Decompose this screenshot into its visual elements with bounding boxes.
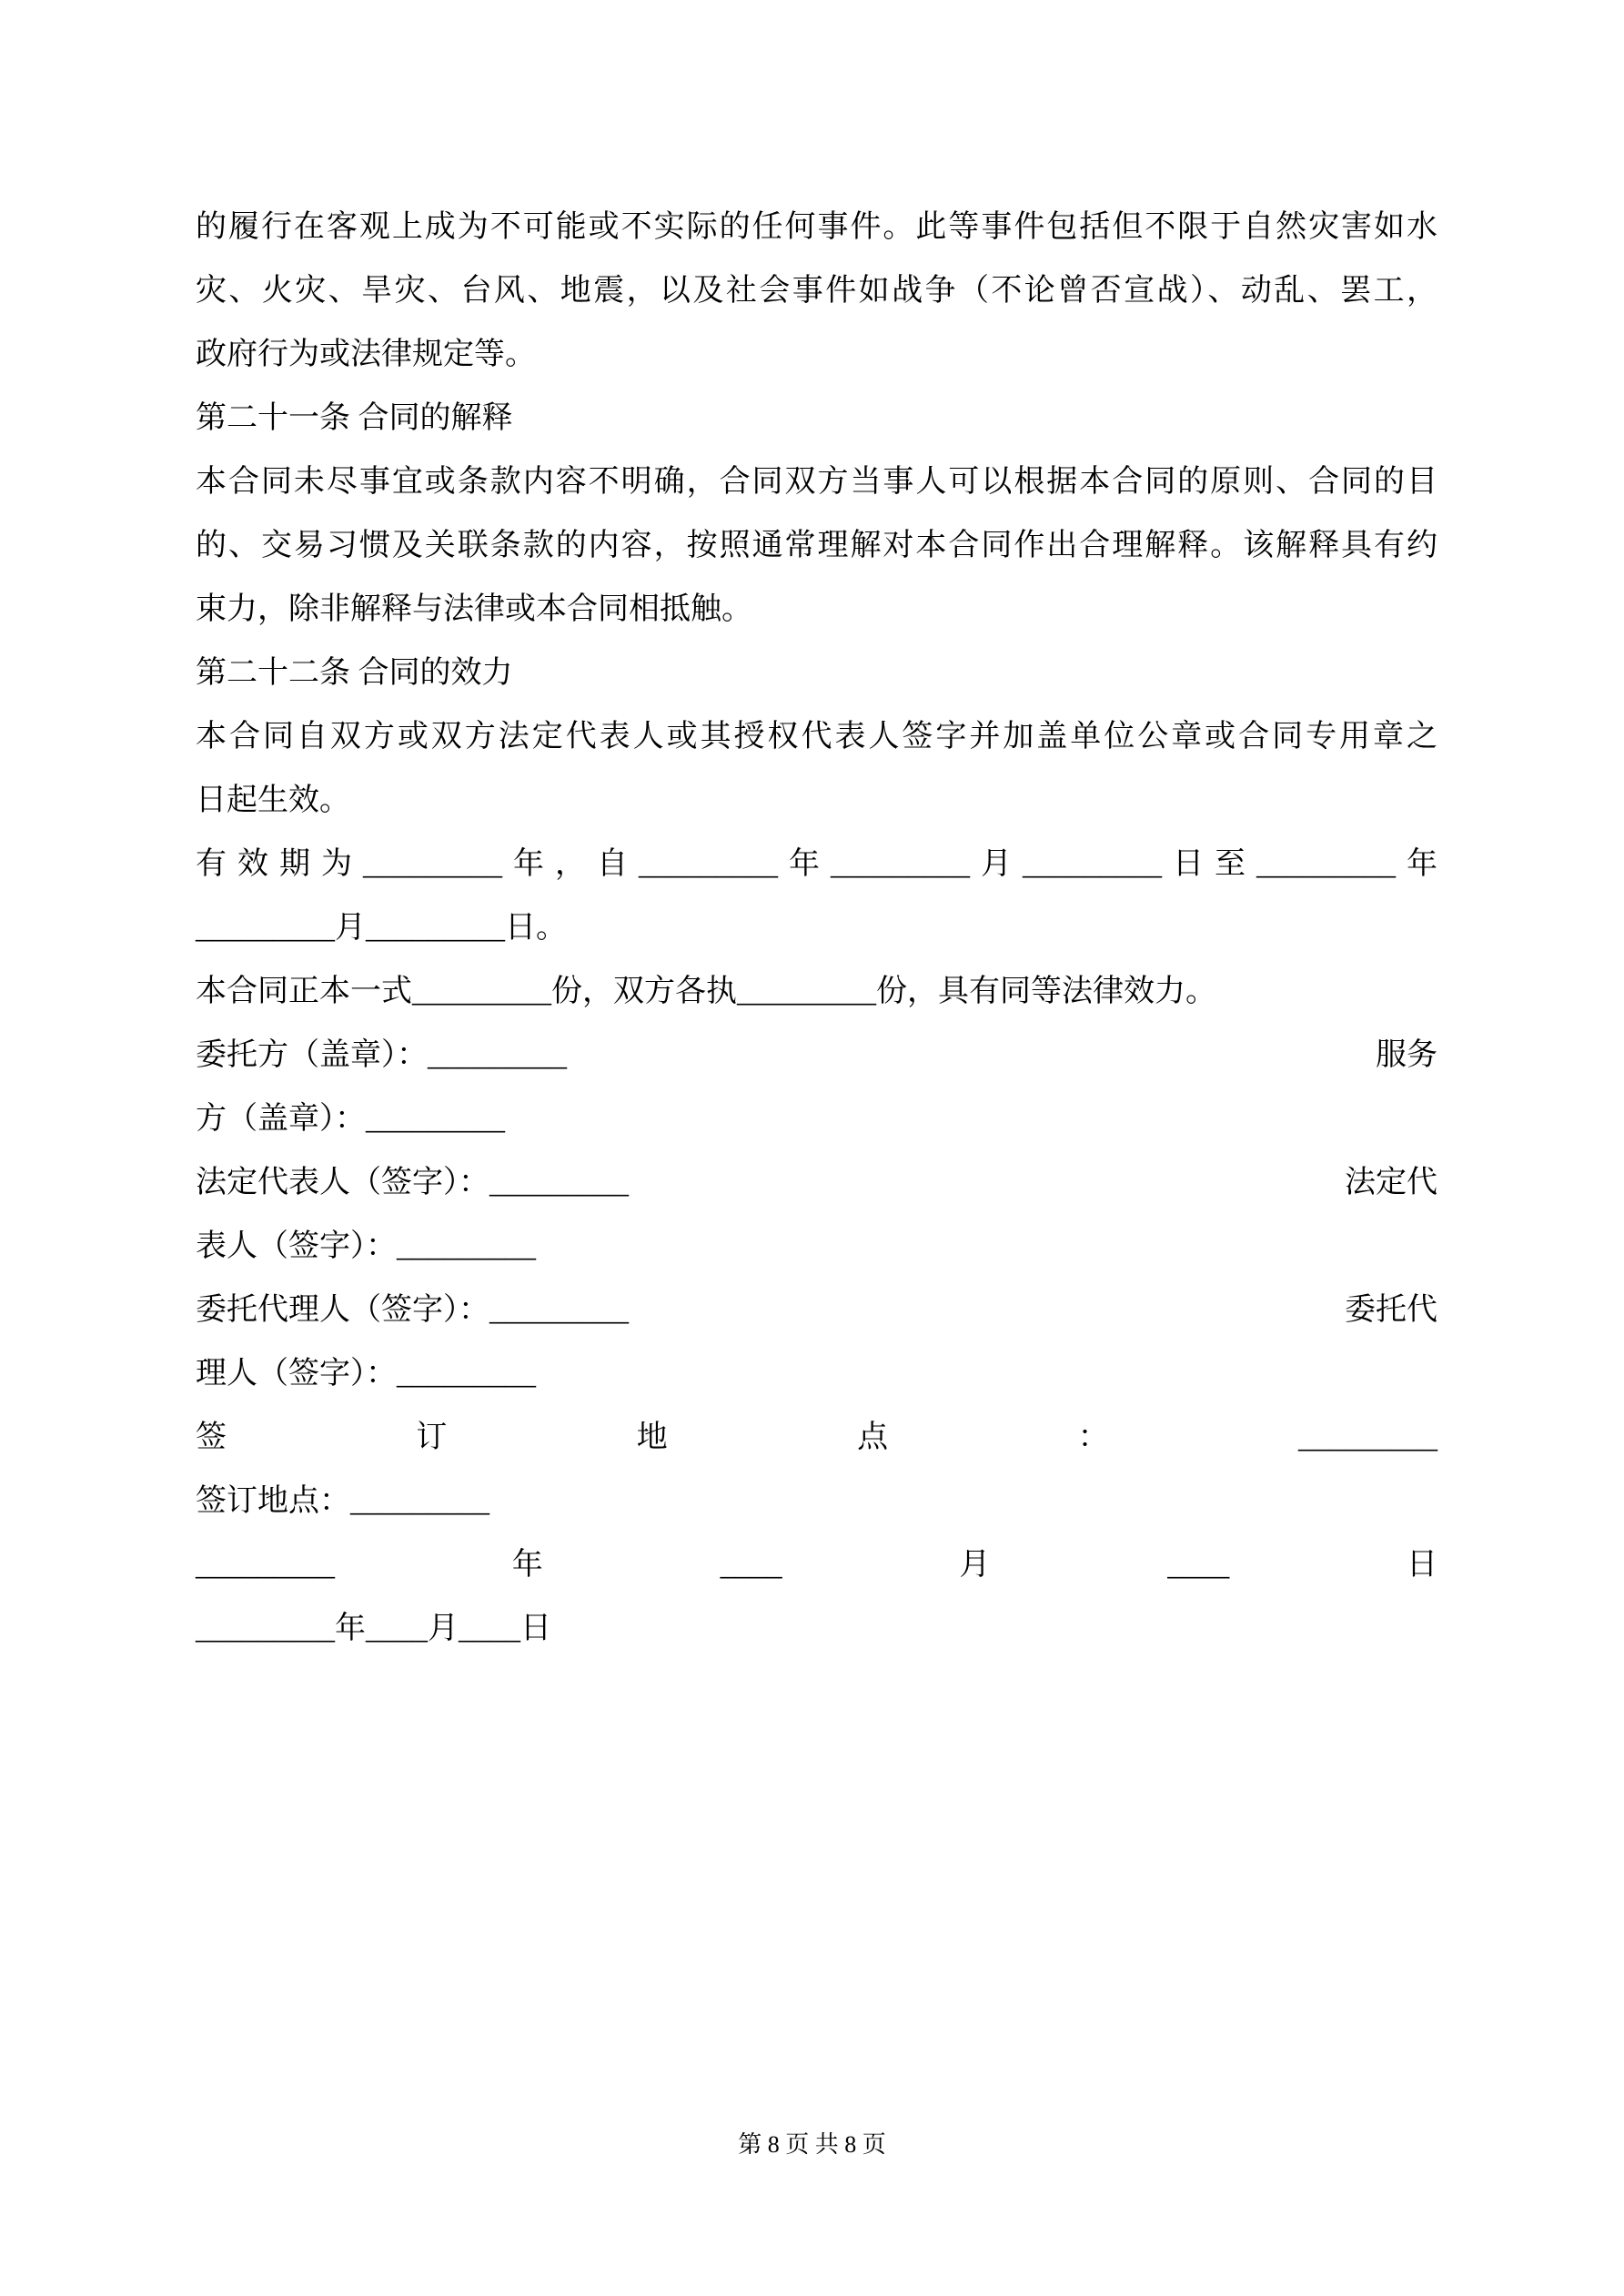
- spread-segment: 地: [636, 1421, 668, 1454]
- agent-signature-line: [196, 1279, 1437, 1342]
- effectiveness-para-line-2: 日起生效。: [196, 784, 350, 817]
- spread-segment: ：: [1077, 1421, 1109, 1454]
- agent-wrap-start: 委托代: [1345, 1293, 1437, 1327]
- spread-segment: 点: [857, 1421, 889, 1454]
- interpretation-para-line-3: 束力，除非解释与法律或本合同相抵触。: [196, 592, 752, 626]
- validity-period-line-2: _________月_________日。: [196, 911, 567, 945]
- spread-segment: ____: [1167, 1548, 1230, 1582]
- validity-period-line-1: 有效期为_________年，自_________年_________月_________日至_________年: [196, 847, 1437, 881]
- principal-seal-label: 委托方（盖章）：_________: [196, 1038, 567, 1072]
- force-majeure-para-line-1: 的履行在客观上成为不可能或不实际的任何事件。此等事件包括但不限于自然灾害如水: [196, 210, 1437, 244]
- legal-rep-signature-label: 法定代表人（签字）：_________: [196, 1166, 629, 1199]
- spread-segment: 月: [959, 1548, 991, 1582]
- force-majeure-para-line-2: 灾、火灾、旱灾、台风、地震，以及社会事件如战争（不论曾否宣战）、动乱、罢工，: [196, 274, 1437, 308]
- interpretation-para-line-1: 本合同未尽事宜或条款内容不明确，合同双方当事人可以根据本合同的原则、合同的目: [196, 465, 1437, 499]
- service-party-seal-line: 方（盖章）：_________: [196, 1102, 505, 1136]
- clause-22-heading: 第二十二条 合同的效力: [196, 656, 513, 690]
- contract-body: [196, 196, 1437, 1661]
- service-party-wrap-start: 服务: [1376, 1038, 1437, 1072]
- spread-segment: 签: [196, 1421, 227, 1454]
- page-number-footer: 第 8 页 共 8 页: [738, 2131, 886, 2158]
- legal-rep-wrap-start: 法定代: [1345, 1166, 1437, 1199]
- signing-place-line: 签订地点：_________: [196, 1484, 489, 1518]
- effectiveness-para-line-1: 本合同自双方或双方法定代表人或其授权代表人签字并加盖单位公章或合同专用章之: [196, 720, 1437, 754]
- signing-place-spread-line: [196, 1406, 1437, 1470]
- agent-signature-label: 委托代理人（签字）：_________: [196, 1293, 629, 1327]
- interpretation-para-line-2: 的、交易习惯及关联条款的内容，按照通常理解对本合同作出合理解释。该解释具有约: [196, 529, 1437, 562]
- legal-rep-signature-line: [196, 1151, 1437, 1215]
- spread-segment: _________: [196, 1548, 335, 1582]
- spread-segment: _________: [1297, 1421, 1437, 1454]
- spread-segment: 日: [1406, 1548, 1437, 1582]
- spread-segment: ____: [720, 1548, 782, 1582]
- signing-date-line: _________年____月____日: [196, 1612, 551, 1645]
- spread-segment: 年: [511, 1548, 543, 1582]
- principal-seal-line: [196, 1024, 1437, 1087]
- spread-segment: 订: [416, 1421, 448, 1454]
- legal-rep-signature-line-2: 表人（签字）：_________: [196, 1229, 536, 1263]
- agent-signature-line-2: 理人（签字）：_________: [196, 1357, 536, 1391]
- counterparts-line: 本合同正本一式_________份，双方各执_________份，具有同等法律效力。: [196, 975, 1216, 1008]
- clause-21-heading: 第二十一条 合同的解释: [196, 401, 513, 435]
- force-majeure-para-line-3: 政府行为或法律规定等。: [196, 338, 536, 371]
- signing-date-spread-line: [196, 1533, 1437, 1597]
